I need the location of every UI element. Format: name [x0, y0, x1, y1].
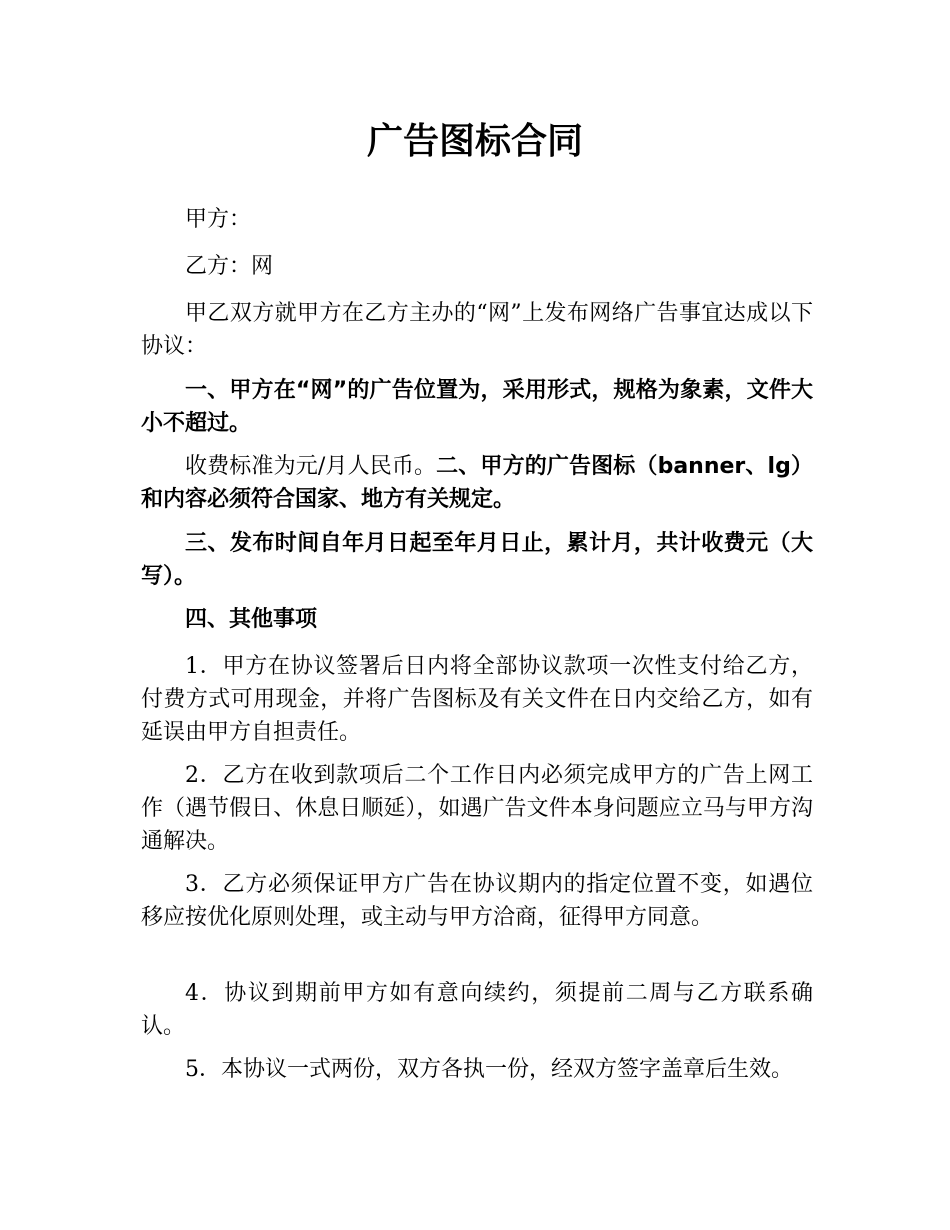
list-item: 2．乙方在收到款项后二个工作日内必须完成甲方的广告上网工作（遇节假日、休息日顺延），如遇广告文件本身问题应立马与甲方沟通解决。	[141, 763, 813, 854]
party-b-line: 乙方：网	[185, 254, 274, 279]
document-title: 广告图标合同	[366, 121, 583, 162]
party-a-line: 甲方：	[185, 207, 252, 232]
clause-2-text: 二、甲方的广告图标（banner、lg）和内容必须符合国家、地方有关规定。	[141, 454, 813, 512]
clause-4-heading: 四、其他事项	[185, 607, 318, 632]
list-item: 1．甲方在协议签署后日内将全部协议款项一次性支付给乙方，付费方式可用现金，并将广告图标及有关文件在日内交给乙方，如有延误由甲方自担责任。	[141, 654, 813, 745]
fee-standard-text: 收费标准为元/月人民币。	[185, 454, 437, 479]
clause-1: 一、甲方在“网”的广告位置为，采用形式，规格为象素，文件大小不超过。	[141, 378, 813, 436]
clause-3: 三、发布时间自年月日起至年月日止，累计月，共计收费元（大写）。	[141, 531, 813, 589]
clause-2-paragraph	[141, 450, 813, 516]
intro-paragraph: 甲乙双方就甲方在乙方主办的“网”上发布网络广告事宜达成以下协议：	[141, 301, 813, 359]
list-item: 3．乙方必须保证甲方广告在协议期内的指定位置不变，如遇位移应按优化原则处理，或主动与甲方洽商，征得甲方同意。	[141, 872, 813, 930]
list-item: 5．本协议一式两份，双方各执一份，经双方签字盖章后生效。	[185, 1057, 793, 1082]
list-item: 4．协议到期前甲方如有意向续约，须提前二周与乙方联系确认。	[141, 981, 813, 1039]
